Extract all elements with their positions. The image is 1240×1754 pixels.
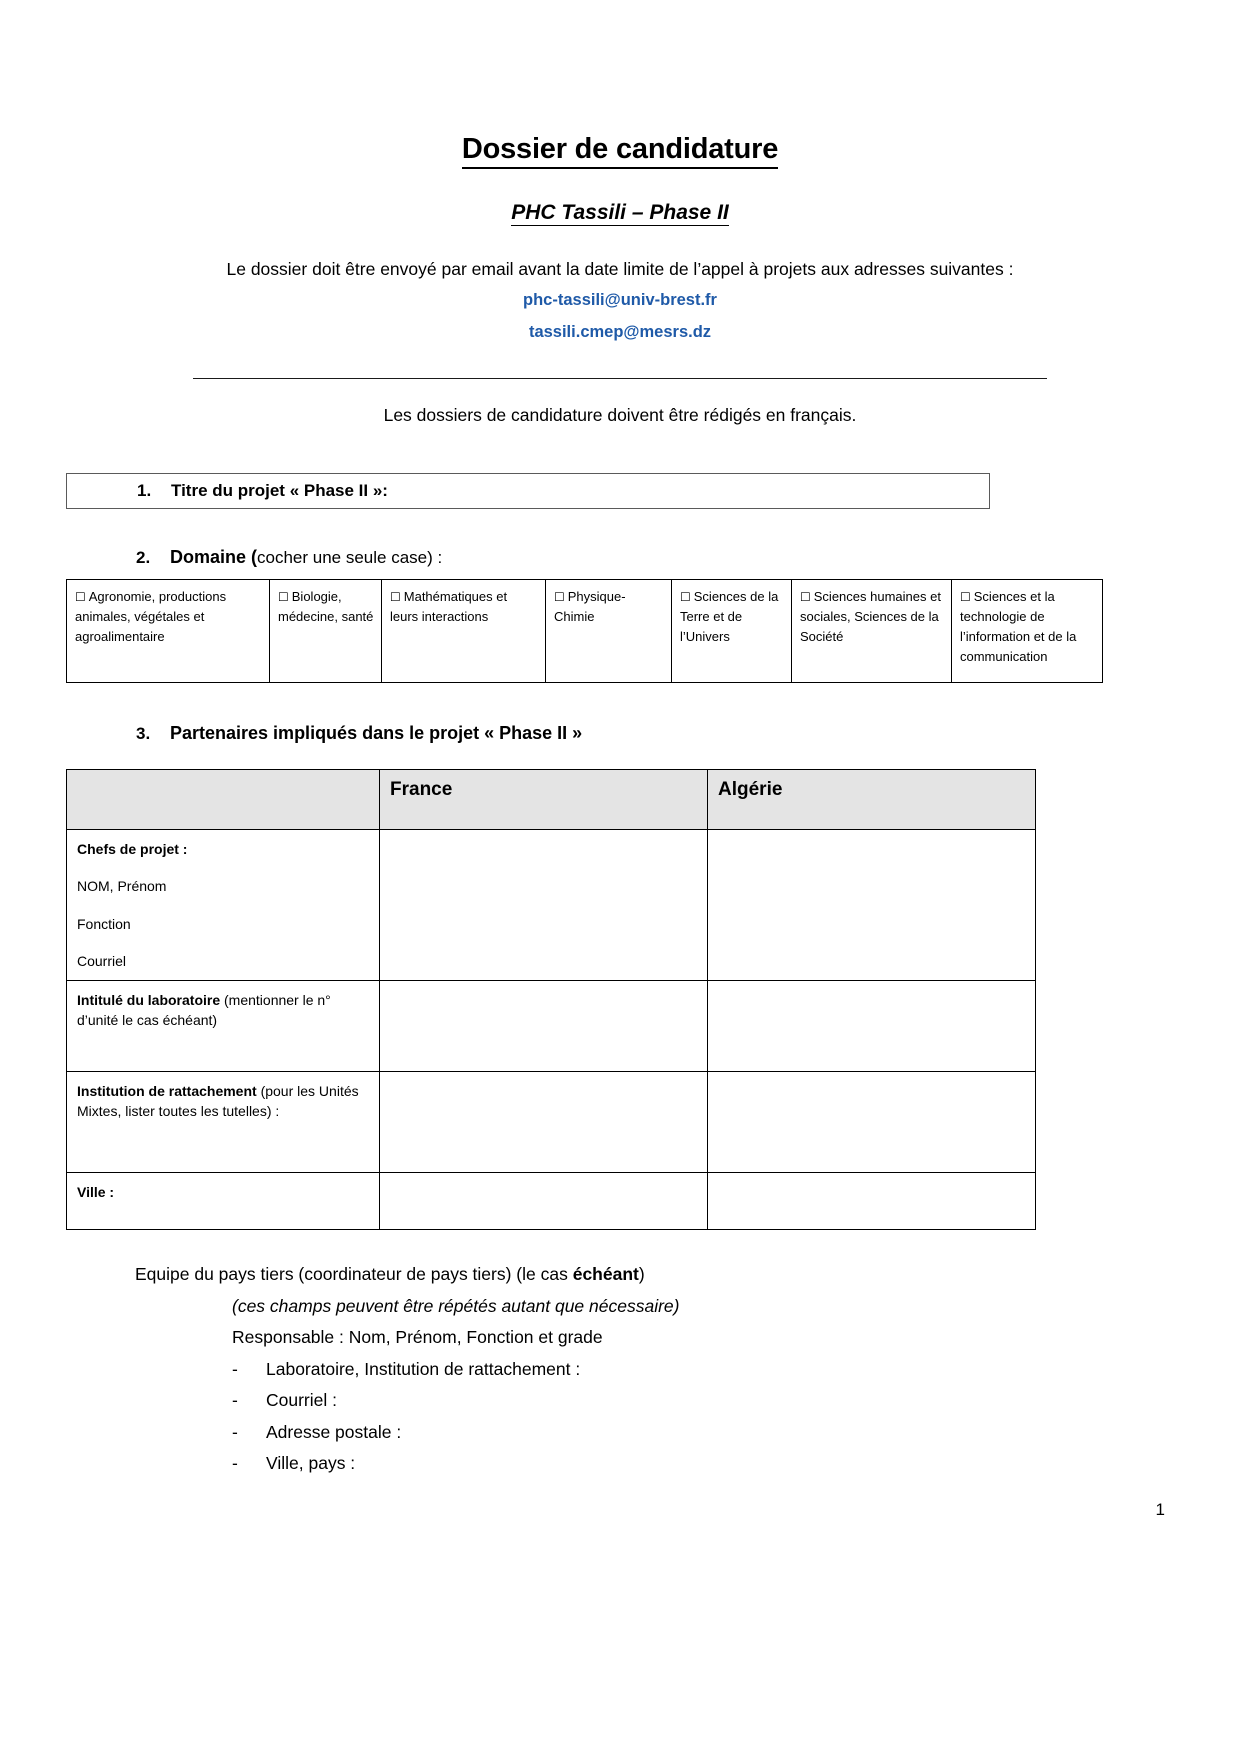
row-label-detail: (pour les Unités Mixtes, lister toutes les tutelles) : — [77, 1083, 359, 1120]
list-item-label: Laboratoire, Institution de rattachement : — [266, 1358, 581, 1379]
horizontal-divider — [0, 342, 1240, 379]
partners-header-empty — [67, 770, 380, 830]
cell-chefs-france[interactable] — [380, 830, 708, 981]
domain-table — [66, 579, 1103, 683]
checkbox-icon[interactable]: ☐ — [960, 590, 971, 604]
domain-table-row — [67, 580, 1103, 683]
row-label-title: Chefs de projet : — [77, 841, 188, 857]
project-title-box[interactable] — [66, 473, 990, 509]
checkbox-icon[interactable]: ☐ — [554, 590, 565, 604]
cell-laboratoire-france[interactable] — [380, 981, 708, 1072]
cell-chefs-algerie[interactable] — [708, 830, 1036, 981]
cell-ville-algerie[interactable] — [708, 1173, 1036, 1230]
checkbox-icon[interactable]: ☐ — [278, 590, 289, 604]
third-country-team-text-b: ) — [638, 1264, 645, 1285]
section-2-label — [170, 547, 442, 568]
partners-table-header-row — [67, 770, 1036, 830]
third-country-team-line — [135, 1266, 1240, 1284]
domain-option-label: Sciences et la technologie de l’information et de la communication — [960, 589, 1077, 665]
row-label-intitule-laboratoire — [67, 981, 380, 1072]
section-1-label: Titre du projet « Phase II »: — [171, 481, 388, 500]
domain-option-label: Sciences humaines et sociales, Sciences de la Société — [800, 589, 941, 645]
responsable-line: Responsable : Nom, Prénom, Fonction et grade — [232, 1327, 603, 1348]
partners-header-algerie: Algérie — [708, 770, 1036, 830]
third-country-field-list — [0, 1347, 1240, 1473]
page-title — [0, 0, 1240, 166]
list-item-label: Adresse postale : — [266, 1421, 402, 1442]
section-2-label-bold: Domaine ( — [170, 547, 258, 567]
section-3-heading — [66, 683, 1240, 744]
row-label-title: Institution de rattachement — [77, 1083, 257, 1100]
list-item — [232, 1378, 1240, 1410]
row-label-ville — [67, 1173, 380, 1230]
partners-table — [66, 769, 1036, 1230]
section-3-number: 3. — [136, 724, 151, 743]
email-address-french[interactable]: phc-tassili@univ-brest.fr — [523, 291, 717, 309]
page-number: 1 — [1155, 1500, 1165, 1519]
list-item — [232, 1410, 1240, 1442]
row-label-line: NOM, Prénom — [77, 878, 167, 895]
cell-institution-algerie[interactable] — [708, 1072, 1036, 1173]
third-country-team-text-bold: échéant — [572, 1264, 639, 1285]
domain-option-label: Agronomie, productions animales, végétales et agroalimentaire — [75, 589, 227, 645]
page-subtitle-text: PHC Tassili – Phase II — [511, 201, 729, 224]
checkbox-icon[interactable]: ☐ — [75, 590, 86, 604]
list-item-label: Courriel : — [266, 1390, 337, 1411]
table-row — [67, 830, 1036, 981]
domain-cell-biologie[interactable] — [270, 580, 382, 683]
bullet-dash: - — [232, 1453, 238, 1474]
cell-ville-france[interactable] — [380, 1173, 708, 1230]
bullet-dash: - — [232, 1421, 238, 1442]
partners-header-france: France — [380, 770, 708, 830]
list-item — [232, 1441, 1240, 1473]
row-label-line: Fonction — [77, 915, 131, 932]
page-title-text: Dossier de candidature — [462, 133, 778, 169]
section-2-number: 2. — [136, 548, 151, 567]
domain-cell-agronomie[interactable] — [67, 580, 270, 683]
bullet-dash: - — [232, 1390, 238, 1411]
section-1-number: 1. — [137, 481, 152, 500]
checkbox-icon[interactable]: ☐ — [390, 590, 401, 604]
submission-instructions: Le dossier doit être envoyé par email avant la date limite de l’appel à projets aux adresses suivantes : — [226, 259, 1014, 279]
section-2-heading — [66, 509, 1240, 568]
table-row — [67, 1173, 1036, 1230]
language-note: Les dossiers de candidature doivent être rédigés en français. — [383, 405, 857, 425]
row-label-chefs-de-projet — [67, 830, 380, 981]
domain-cell-mathematiques[interactable] — [382, 580, 546, 683]
third-country-team-text-a: Equipe du pays tiers (coordinateur de pays tiers) (le cas — [135, 1264, 573, 1285]
domain-cell-physique-chimie[interactable] — [546, 580, 672, 683]
table-row — [67, 981, 1036, 1072]
section-2-label-rest: cocher une seule case) : — [257, 548, 443, 567]
cell-laboratoire-algerie[interactable] — [708, 981, 1036, 1072]
row-label-line: Courriel — [77, 952, 127, 969]
repeat-fields-note: (ces champs peuvent être répétés autant que nécessaire) — [232, 1295, 680, 1316]
page-subtitle — [0, 166, 1240, 225]
domain-option-label: Sciences de la Terre et de l’Univers — [680, 589, 779, 645]
bullet-dash: - — [232, 1358, 238, 1379]
row-label-title: Ville : — [77, 1184, 115, 1201]
row-label-title: Intitulé du laboratoire — [77, 992, 221, 1009]
domain-option-label: Mathématiques et leurs interactions — [390, 589, 508, 625]
checkbox-icon[interactable]: ☐ — [680, 590, 691, 604]
row-label-detail: (mentionner le n° d’unité le cas échéant) — [77, 992, 331, 1029]
section-3-label: Partenaires impliqués dans le projet « Phase II » — [170, 723, 583, 743]
cell-institution-france[interactable] — [380, 1072, 708, 1173]
domain-cell-sciences-terre[interactable] — [672, 580, 792, 683]
list-item-label: Ville, pays : — [266, 1453, 356, 1474]
third-country-team-block — [0, 1266, 1240, 1473]
checkbox-icon[interactable]: ☐ — [800, 590, 811, 604]
row-label-institution-rattachement — [67, 1072, 380, 1173]
domain-cell-sciences-humaines[interactable] — [792, 580, 952, 683]
email-address-algerian[interactable]: tassili.cmep@mesrs.dz — [528, 323, 712, 341]
table-row — [67, 1072, 1036, 1173]
domain-option-label: Physique-Chimie — [554, 589, 626, 625]
domain-option-label: Biologie, médecine, santé — [278, 589, 374, 625]
list-item — [232, 1347, 1240, 1379]
domain-cell-sciences-technologie[interactable] — [952, 580, 1103, 683]
